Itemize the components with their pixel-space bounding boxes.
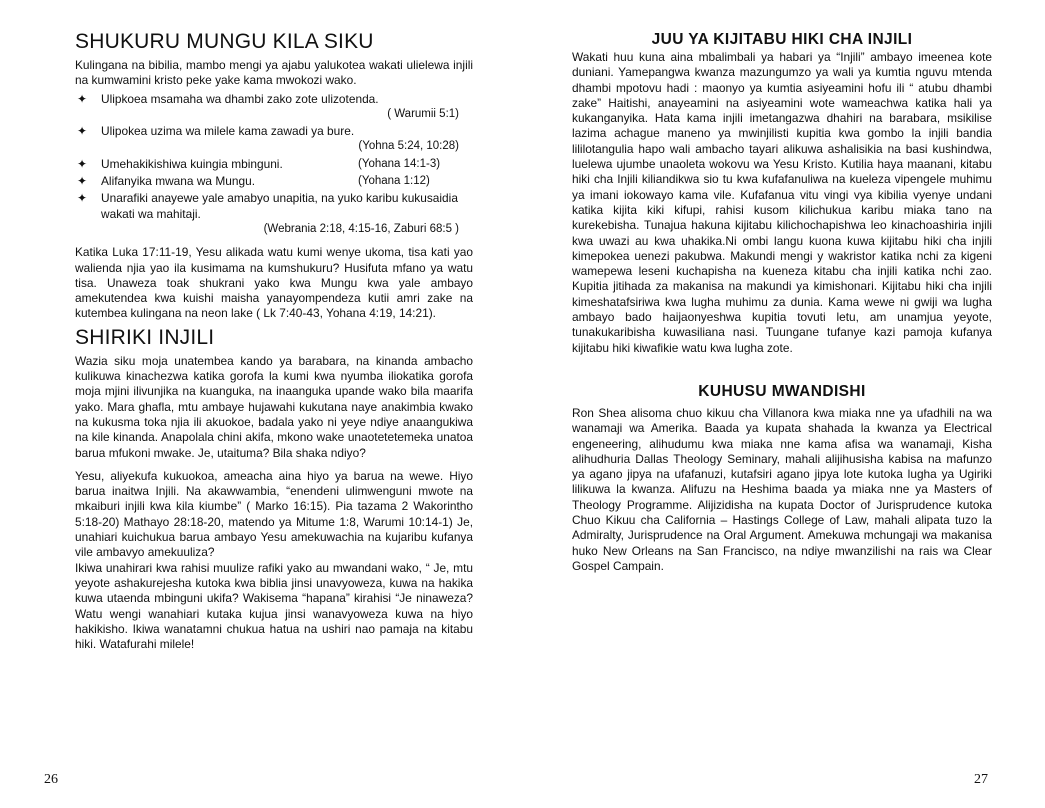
list-item-text: Ulipkoea msamaha wa dhambi zako zote ulizotenda. [101, 91, 379, 106]
yesu-paragraph: Yesu, aliyekufa kukuokoa, ameacha aina hiyo ya barua na wewe. Hiyo barua inaitwa Injili. Na akawwambia, “enendeni ulimwenguni mwote na mkaiburi injili kwa kila kiumbe” ( Marko 16:15). Pia tazama 2 Wakorintho 5:18-20) Mathayo 28:18-20, matendo ya Mitume 1:8, Warumi 10:14-1) Je, unahiari kuichukua barua ambayo Yesu amekuwachia na kujaribu kufanya vile ambavyo amekuuliza? [75, 468, 473, 560]
ikiwa-paragraph: Ikiwa unahirari kwa rahisi muulize rafiki yako au mwandani wako, “ Je, mtu yeyote ashakurejesha kutoka kwa biblia jinsi unavyoweza, kuwa na hakika kuwa utaenda mbinguni ukifa? Wakisema “hapana” kirahisi “Je ninaweza? Watu wengi wanahiari kutaka kujua jinsi wanavyoweza kuwa na hiyo hakikisho. Ikiwa wanatamni chukua hatua na ushiri nao pamaja na kitabu hiki. Watafurahi milele! [75, 560, 473, 652]
list-item-text: Ulipokea uzima wa milele kama zawadi ya bure. [101, 124, 355, 139]
list-item [75, 157, 473, 172]
list-item [75, 174, 473, 189]
four-point-star-icon: ✦ [77, 156, 88, 171]
left-column [75, 30, 473, 652]
list-item-text: Alifanyika mwana wa Mungu. [101, 174, 255, 189]
list-item [75, 191, 473, 237]
scripture-ref: (Yohna 5:24, 10:28) [358, 140, 459, 153]
heading-shukuru: SHUKURU MUNGU KILA SIKU [75, 30, 374, 53]
kijitabu-paragraph: Wakati huu kuna aina mbalimbali ya habari ya “Injili” ambayo imeenea kote duniani. Yamepangwa kwanza mazungumzo ya wali ya kumtia nguvu mtenda dhambi mpotovu hadi : maonyo ya kumtia asiyeamini hofu ili “ atubu dhambi zake” Haitishi, anayeamini na asiyeamini wote wameachwa katika hali ya kukanganyika. Hata kama injili imetangazwa dhahiri na barabara, msikilise lazima achague maneno ya mwinjilisti kupitia kwa gombo la injili bandia lililotangulia hapo wali ambacho tayari alikuwa ashalisikia na basi kushindwa, luelewa ujumbe unaoleta wokovu wa Yesu Kristo. Kutilia haya maanani, kitabu hiki cha Injili kiliandikwa sio tu kwa kufafanuliwa na kueleza vipengele muhimu ya imani iokowayo kama vile. Kufafanua vitu vingi vya kibilia vyenye undani katika kijita kiki kifupi, rahisi kusom kilichukua karibu miaka tano na kurekebisha. Tunajua hakuna kijitabu kilichochapishwa leo kinachoashiria injili kwa uwazi au kwa uhakika.Ni ombi langu kuona kuwa kijitabu hiki cha injili kimepokea uenezi pakubwa. Makundi mengi y wakristor katika nchi za kigeni wamepewa leseni kuchapisha na kueneza kitabu cha injili katika nchi zao. Kupitia jitihada za makanisa na makundi ya kimishonari. Kijitabu hiki cha injili kimeshatafsiriwa kwa lugha muhimu za dunia. Kama wewe ni gwiji wa lugha ambayo bado haijaonyeshwa kupitia tovuti letu, am unamjua yeyote, tunakukaribisha kuwasiliana nasi. Tuungane tufanye kazi pamoja kufanya kijitabu hiki kiwafikie watu kwa lugha zote. [572, 50, 992, 355]
right-page [522, 0, 1045, 808]
luka-paragraph: Katika Luka 17:11-19, Yesu alikada watu kumi wenye ukoma, tisa kati yao walienda njia yao ila kusimama na kumshukuru? Husifuta mfano ya watu tisa. Unaweza toak shukrani yako kwa Mungu kwa yale ambayo amekutendea kwa kuishi maisha yanayompendeza kutii amri zake na kutembea kulingana na neon lake ( Lk 7:40-43, Yohana 4:19, 14:21). [75, 245, 473, 321]
mwandishi-paragraph: Ron Shea alisoma chuo kikuu cha Villanora kwa miaka nne ya ufadhili na wa wanamaji wa Amerika. Baada ya kupata shahada la kwanza ya Electrical engeneering, alihudumu kwa miaka nne kama afisa wa wanamaji, Kisha alihudhuria Dallas Theology Seminary, mahali alijihusisha kabisa na mafunzo ya agano jipya na ufafanuzi, kutafsiri agano jipya lote kutoka lugha ya Ugiriki lilikuwa la kwanza. Alifuzu na Heshima baada ya miaka nne ya Masters of Theology Programme. Alijizidisha na kupata Doctor of Jurisprudence kutoka Chuo Kikuu cha California – Hastings College of Law, mahali alipata tuzo la Admiralty, Jurisprudence na Oral Argument. Amekuwa mchungaji wa makanisa huko New Orleans na San Francisco, na ndiye mwanzilishi na rais wa Clear Gospel Campain. [572, 405, 992, 573]
page-number: 26 [44, 772, 58, 787]
scripture-ref: (Yohana 1:12) [358, 175, 430, 188]
four-point-star-icon: ✦ [77, 174, 88, 189]
wazia-paragraph: Wazia siku moja unatembea kando ya barabara, na kinanda ambacho kulikuwa kinachezwa katika gorofa la kumi kwa nyumba iliokatika gorofa moja mjini ilivunjika na kuanguka, na inaanguka upande wako bila maarifa yako. Mara ghafla, mtu ambaye hujawahi kukutana naye anakimbia kwako na kukusma toka njia ili akuokoe, badala yako ni yeye ndiye anaangukiwa na kile kinanda. Anapolala chini akifa, mkono wake unaotetetemeka unatoa barua mfukoni mwake. Je, utaituma? Bila shaka ndiyo? [75, 353, 473, 460]
four-point-star-icon: ✦ [77, 91, 88, 106]
right-column [572, 30, 992, 574]
heading-mwandishi: KUHUSU MWANDISHI [698, 382, 866, 400]
four-point-star-icon: ✦ [77, 191, 88, 206]
intro-paragraph: Kulingana na bibilia, mambo mengi ya ajabu yalukotea wakati ulielewa injili na kumwamini kristo peke yake kama mwokozi wako. [75, 58, 473, 88]
list-item [75, 92, 473, 123]
left-page [0, 0, 522, 808]
list-item-text: Unarafiki anayewe yale amabyo unapitia, na yuko karibu kukusaidia wakati wa mahitaji. [101, 191, 458, 221]
scripture-ref: ( Warumii 5:1) [387, 107, 459, 120]
list-item [75, 124, 473, 155]
heading-kijitabu: JUU YA KIJITABU HIKI CHA INJILI [651, 31, 913, 48]
heading-shiriki: SHIRIKI INJILI [75, 325, 215, 349]
blessings-list [75, 92, 473, 238]
scripture-ref: (Yohana 14:1-3) [358, 157, 441, 170]
four-point-star-icon: ✦ [77, 124, 88, 139]
scripture-ref: (Webrania 2:18, 4:15-16, Zaburi 68:5 ) [263, 222, 459, 235]
list-item-text: Umehakikishiwa kuingia mbinguni. [101, 156, 283, 171]
page-number: 27 [974, 772, 988, 787]
